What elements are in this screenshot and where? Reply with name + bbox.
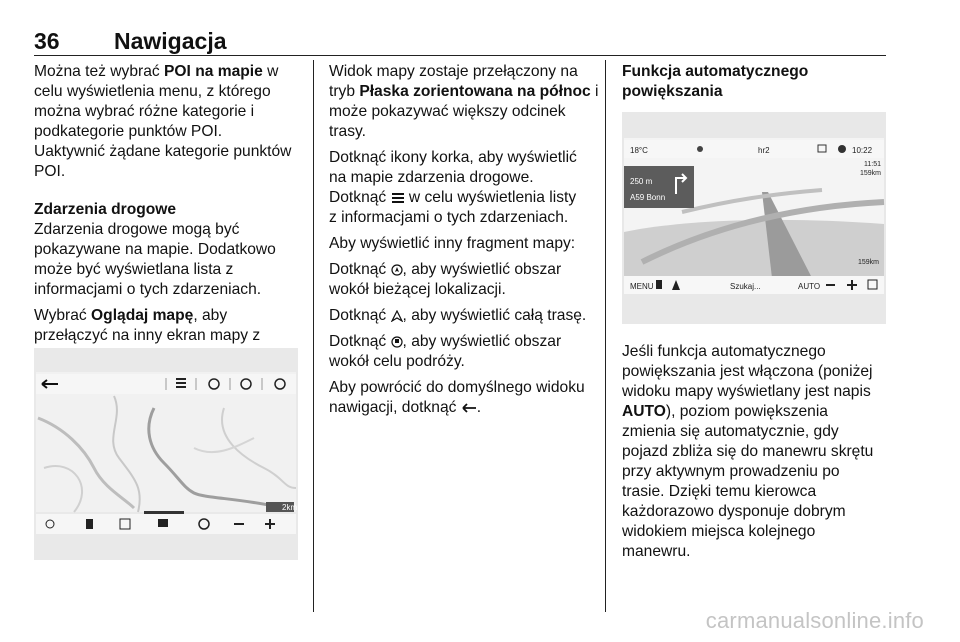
paragraph-view-map: Wybrać Oglądaj mapę, aby przełączyć na inny ekran mapy z: [34, 307, 261, 344]
turn-panel: [624, 166, 694, 208]
map-scale-label: 2km: [282, 503, 298, 512]
paragraph-current-location: Dotknąć , aby wyświetlić obszar wokół bieżącej lokalizacji.: [329, 261, 562, 298]
zoom-out-icon[interactable]: [826, 284, 835, 286]
column-2: [329, 62, 599, 424]
navigation-screen-figure: [622, 112, 886, 324]
remaining-distance: 159km: [860, 170, 882, 177]
nav-bottom-bar: [624, 276, 884, 294]
nav-top-bar: [624, 140, 884, 158]
search-field[interactable]: Szukaj...: [730, 282, 761, 291]
auto-zoom-label: AUTO: [798, 282, 821, 291]
current-location-icon: [391, 264, 403, 276]
paragraph-return-default: Aby powrócić do domyślnego widoku nawigacji, dotknąć .: [329, 379, 585, 416]
page-title: Nawigacja: [114, 28, 227, 54]
zoom-out-icon[interactable]: [234, 523, 244, 525]
page-number: 36: [34, 28, 60, 54]
column-3: [622, 62, 892, 102]
destination-area-icon: [391, 336, 403, 348]
settings-gear-icon[interactable]: [838, 145, 846, 153]
section-heading-traffic: Zdarzenia drogowe: [34, 201, 177, 218]
lower-distance: 159km: [858, 259, 880, 266]
column-3-body: [622, 342, 892, 568]
column-divider-2: [605, 60, 606, 612]
poi-map-icon[interactable]: [158, 519, 168, 527]
watermark: carmanualsonline.info: [705, 608, 924, 633]
map-bottom-bar: [36, 511, 296, 534]
column-divider-1: [313, 60, 314, 612]
whole-route-icon: [391, 310, 403, 322]
paragraph-other-view: Aby wyświetlić inny fragment mapy:: [329, 235, 576, 252]
temperature-label: 18°C: [630, 146, 648, 155]
back-arrow-icon: [461, 402, 477, 414]
page-header: [34, 26, 886, 56]
map-top-bar: [36, 374, 296, 394]
paragraph-whole-route: Dotknąć , aby wyświetlić całą trasę.: [329, 307, 587, 324]
list-icon: [391, 192, 405, 204]
turn-distance: 250 m: [630, 177, 653, 186]
paragraph-map-mode: Widok mapy zostaje przełączony na tryb Płaska zorientowana na północ i może pokazywać większy odcinek trasy.: [329, 63, 599, 140]
center-label: hr2: [758, 146, 770, 155]
paragraph-traffic: Zdarzenia drogowe mogą być pokazywane na mapie. Dodatkowo może być wyświetlana lista z informacjami o tych zdarzeniach.: [34, 221, 276, 298]
paragraph-autozoom: Jeśli funkcja automatycznego powiększania jest włączona (poniżej widoku mapy wyświetlany jest napis AUTO), poziom powiększenia zmienia się automatycznie, gdy pojazd zbliża się do manewru skrętu przy aktywnym prowadzeniu po trasie. Dzięki temu kierowca każdorazowo dysponuje dobrym widokiem miejsca kolejnego manewru.: [622, 343, 874, 560]
paragraph-destination: Dotknąć , aby wyświetlić obszar wokół celu podróży.: [329, 333, 562, 370]
menu-button[interactable]: MENU: [630, 282, 654, 291]
paragraph-traffic-icon: Dotknąć ikony korka, aby wyświetlić na mapie zdarzenia drogowe. Dotknąć w celu wyświetlenia listy z informacjami o tych zdarzeniach.: [329, 149, 577, 226]
traffic-list-icon[interactable]: [176, 378, 186, 388]
map-screen-figure: [34, 348, 298, 560]
fuel-icon[interactable]: [86, 519, 93, 529]
paragraph-poi: Można też wybrać POI na mapie w celu wyświetlenia menu, z którego można wybrać różne kategorie i podkategorie punktów POI. Uaktywnić żądane kategorie punktów POI.: [34, 63, 292, 180]
flag-icon[interactable]: [656, 280, 662, 289]
column-1: [34, 62, 304, 372]
header-rule: [34, 55, 886, 56]
arrival-time: 11:51: [864, 161, 881, 168]
road-name: A59 Bonn: [630, 193, 666, 202]
clock-label: 10:22: [852, 146, 873, 155]
section-heading-autozoom: Funkcja automatycznego powiększania: [622, 63, 809, 100]
